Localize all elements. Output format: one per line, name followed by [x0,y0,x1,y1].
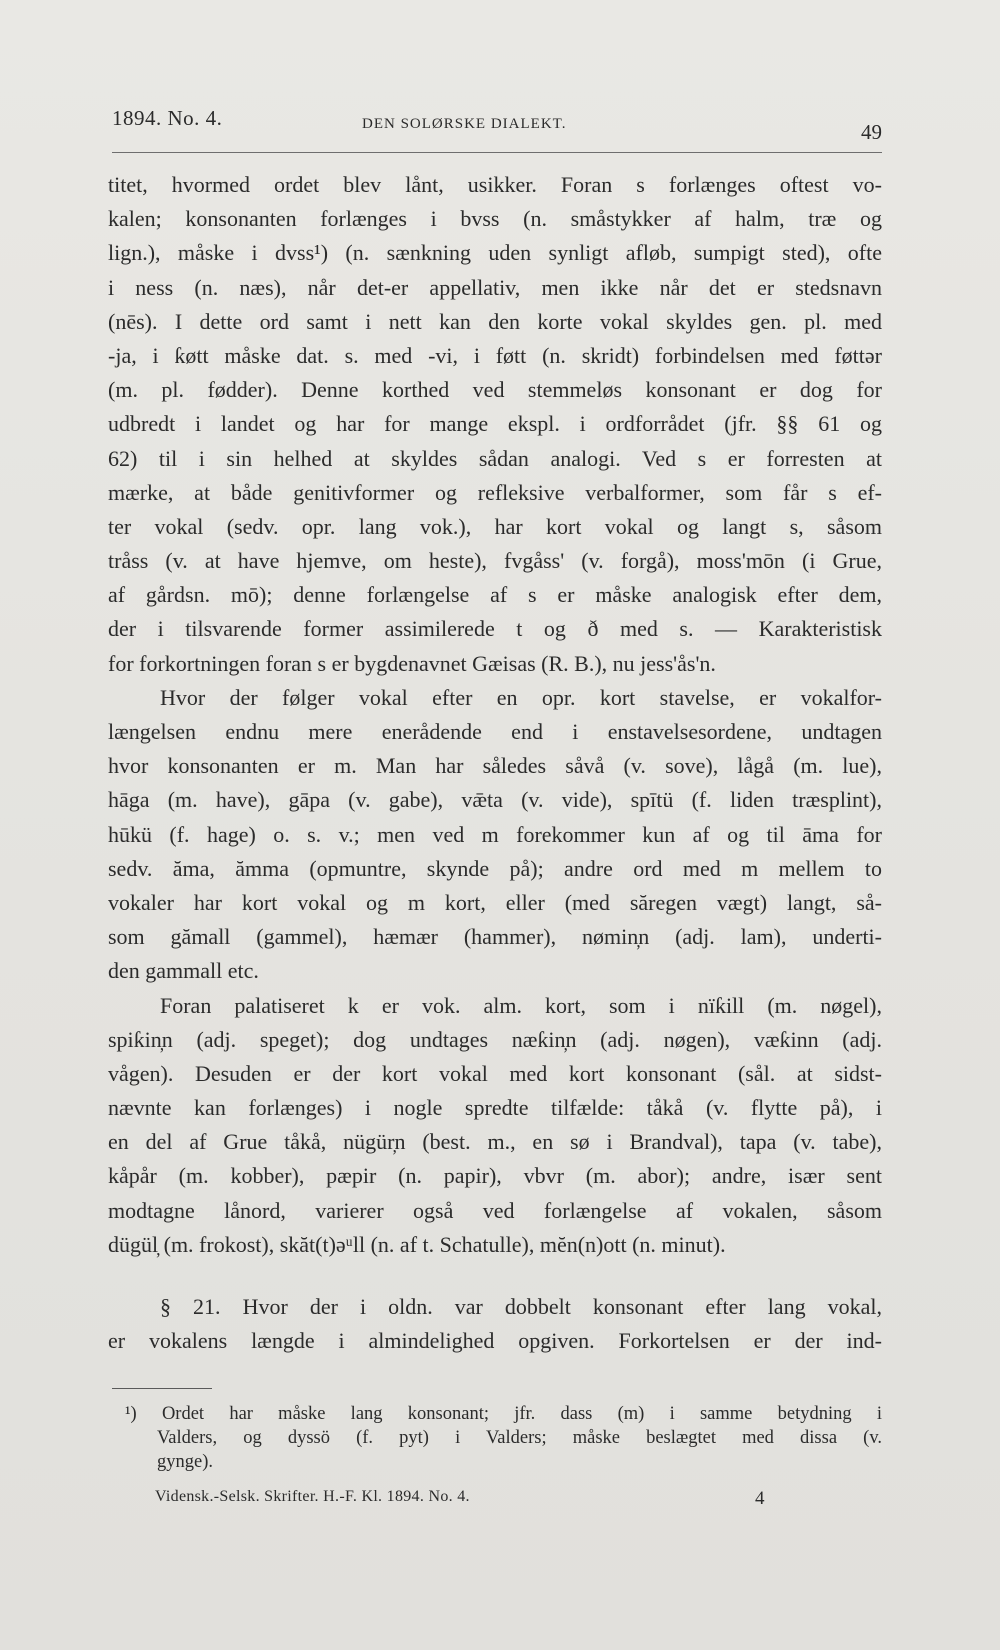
text-line: en del af Grue tåkå, nügür̦n (best. m., en sø i Brandval), tapa (v. tabe), [108,1129,882,1155]
text-line: hūkü (f. hage) o. s. v.; men ved m forekommer kun af og til āma for [108,821,882,847]
text-line: -ja, i ƙøtt måske dat. s. med -vi, i føtt (n. skridt) forbindelsen med føttər [108,342,882,368]
text-line: (m. pl. fødder). Denne korthed ved stemmeløs konsonant er dog for [108,377,882,403]
footnote [125,1402,882,1474]
page-number: 49 [861,120,882,144]
text-line: vågen). Desuden er der kort vokal med kort konsonant (sål. at sidst- [108,1060,882,1086]
page-footer [155,1488,795,1512]
text-line: kalen; konsonanten forlænges i bvss (n. småstykker af halm, træ og [108,206,882,232]
text-line: der i tilsvarende former assimilerede t og ð med s. — Karakteristisk [108,616,882,642]
text-line: i ness (n. næs), når det-er appellativ, men ikke når det er stedsnavn [108,274,882,300]
text-line: er vokalens længde i almindelighed opgiven. Forkortelsen er der ind- [108,1328,882,1354]
text-line: (nēs). I dette ord samt i nett kan den korte vokal skyldes gen. pl. med [108,308,882,334]
text-line: for forkortningen foran s er bygdenavnet Gæisas (R. B.), nu jess'ås'n. [108,650,716,676]
running-header [112,106,882,153]
paragraph-start: Hvor der følger vokal efter en opr. kort stavelse, er vokalfor- [160,684,882,710]
section-heading-line: § 21. Hvor der i oldn. var dobbelt konsonant efter lang vokal, [160,1294,882,1319]
text-line: nævnte kan forlænges) i nogle spredte tilfælde: tåkå (v. flytte på), i [108,1095,882,1121]
paragraph-start: Foran palatiseret k er vok. alm. kort, som i nïƙill (m. nøgel), [160,992,882,1018]
footnote-line: ¹) Ordet har måske lang konsonant; jfr. dass (m) i samme betydning i [125,1404,882,1424]
text-line: dügül̦ (m. frokost), skăt(t)əᵘll (n. af t. Schatulle), mĕn(n)ott (n. minut). [108,1231,726,1257]
imprint: Vidensk.-Selsk. Skrifter. H.-F. Kl. 1894. No. 4. [155,1488,470,1505]
text-line: kåpår (m. kobber), pæpir (n. papir), vbvr (m. abor); andre, især sent [108,1163,882,1189]
year-issue: 1894. No. 4. [112,106,223,130]
text-line: lign.), måske i dvss¹) (n. sænkning uden synligt afløb, sumpigt sted), ofte [108,240,882,266]
text-line: den gammall etc. [108,958,259,984]
text-line: længelsen endnu mere enerådende end i enstavelsesordene, undtagen [108,719,882,744]
footnote-line: Valders, og dyssö (f. pyt) i Valders; måske beslægtet med dissa (v. [157,1428,882,1448]
text-line: spiƙin̦n (adj. speget); dog undtages næƙin̦n (adj. nøgen), væƙinn (adj. [108,1026,882,1052]
text-line: modtagne lånord, varierer også ved forlængelse af vokalen, såsom [108,1197,882,1223]
text-line: som gămall (gammel), hæmær (hammer), nømin̦n (adj. lam), underti- [108,924,882,950]
text-line: 62) til i sin helhed at skyldes sådan analogi. Ved s er forresten at [108,445,882,471]
text-line: vokaler har kort vokal og m kort, eller (med săregen vægt) langt, så- [108,889,882,915]
text-line: udbredt i landet og har for mange ekspl. i ordforrådet (jfr. §§ 61 og [108,411,882,437]
text-line: titet, hvormed ordet blev lånt, usikker. Foran s forlænges oftest vo- [108,172,882,197]
text-line: af gårdsn. mō); denne forlængelse af s er måske analogisk efter dem, [108,582,882,608]
body-text [108,168,882,1358]
text-line: hāga (m. have), gāpa (v. gabe), vǣta (v. vide), spītü (f. liden træsplint), [108,787,882,813]
running-title: DEN SOLØRSKE DIALEKT. [362,116,567,132]
text-line: hvor konsonanten er m. Man har således såvå (v. sove), lågå (m. lue), [108,753,882,779]
signature-mark: 4 [755,1488,765,1509]
footnote-line: gynge). [157,1452,213,1472]
text-line: mærke, at både genitivformer og refleksive verbalformer, som får s ef- [108,479,882,505]
text-line: ter vokal (sedv. opr. lang vok.), har kort vokal og langt s, såsom [108,513,882,539]
text-line: sedv. ăma, ămma (opmuntre, skynde på); andre ord med m mellem to [108,855,882,881]
text-line: tråss (v. at have hjemve, om heste), fvgåss' (v. forgå), moss'mōn (i Grue, [108,548,882,574]
footnote-divider [112,1388,212,1389]
